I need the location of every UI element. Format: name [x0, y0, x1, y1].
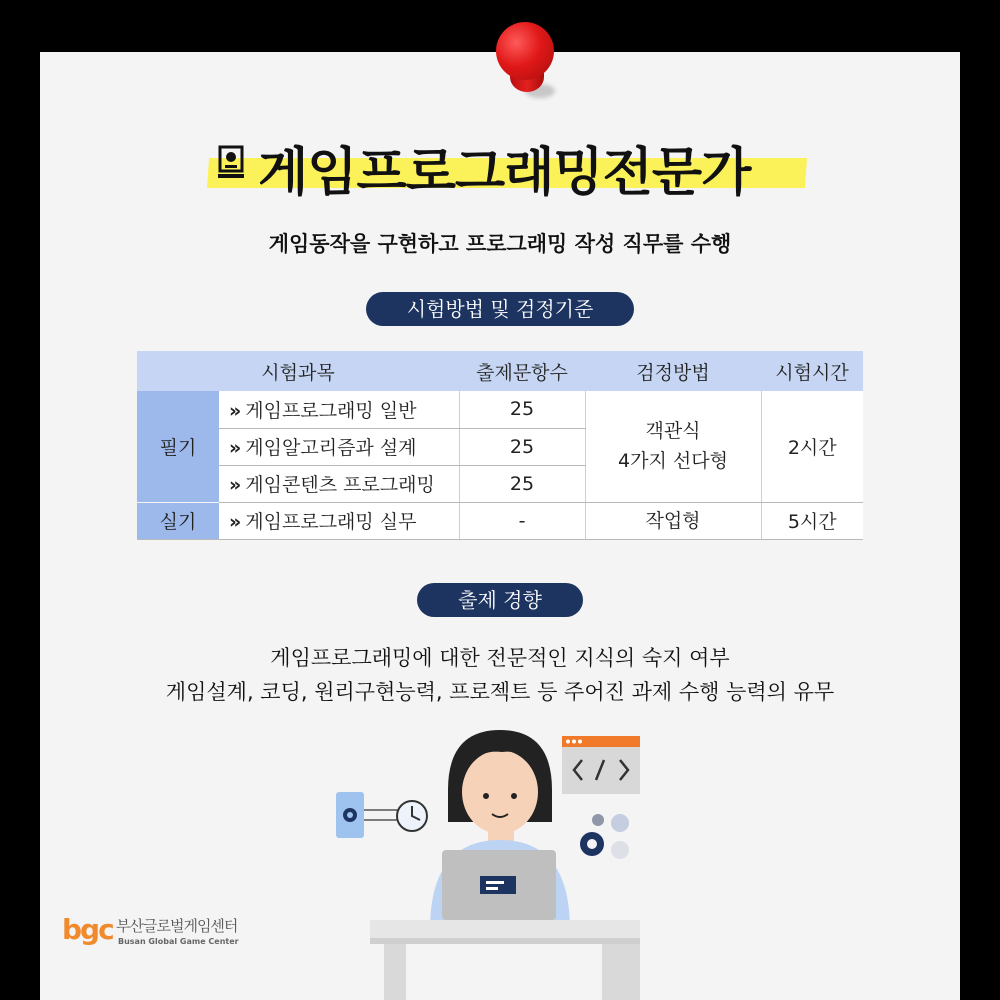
- phone-icon: [336, 792, 364, 838]
- subject-cell: 게임콘텐츠 프로그래밍: [245, 474, 435, 496]
- gear-icon: [580, 814, 629, 859]
- method-line1: 객관식: [645, 420, 701, 443]
- subject-cell: 게임프로그래밍 일반: [245, 399, 417, 422]
- laptop-icon: [442, 850, 556, 920]
- logo-mark: bgc: [62, 913, 113, 946]
- clock-icon: [397, 801, 427, 831]
- count-cell: 25: [459, 391, 585, 428]
- exam-table: [137, 351, 863, 540]
- category-practical: 실기: [137, 502, 219, 539]
- time-cell: 5시간: [761, 502, 863, 539]
- page-title: 게임프로그래밍전문가: [258, 143, 751, 203]
- bullet-icon: »: [229, 399, 242, 422]
- bullet-icon: »: [229, 474, 242, 496]
- subject-cell: 게임프로그래밍 실무: [245, 511, 417, 533]
- bullet-icon: »: [229, 511, 242, 533]
- logo: [62, 913, 239, 946]
- table-row: [137, 502, 863, 539]
- category-written: 필기: [137, 391, 219, 502]
- trend-line-1: 게임프로그래밍에 대한 전문적인 지식의 숙지 여부: [270, 646, 730, 670]
- bullet-icon: »: [229, 437, 242, 459]
- desk: [370, 920, 640, 1000]
- header-count: 출제문항수: [459, 351, 585, 391]
- method-line2: 4가지 선다형: [618, 450, 728, 473]
- count-cell: -: [459, 502, 585, 539]
- count-cell: 25: [459, 465, 585, 502]
- table-row: [137, 391, 863, 428]
- trend-section-label: 출제 경향: [417, 583, 583, 617]
- header-method: 검정방법: [585, 351, 761, 391]
- subject-cell: 게임알고리즘과 설계: [245, 437, 417, 459]
- logo-name-en: Busan Global Game Center: [118, 937, 239, 946]
- code-window-icon: [562, 736, 640, 794]
- method-cell: [585, 391, 761, 502]
- method-cell: 작업형: [585, 502, 761, 539]
- header-subject: 시험과목: [137, 351, 459, 391]
- time-cell: 2시간: [761, 391, 863, 502]
- subtitle: 게임동작을 구현하고 프로그래밍 작성 직무를 수행: [268, 232, 732, 256]
- logo-name-kr: 부산글로벌게임센터: [116, 917, 238, 935]
- header-time: 시험시간: [761, 351, 863, 391]
- certificate-icon: [218, 145, 244, 179]
- exam-section-label: 시험방법 및 검정기준: [366, 292, 634, 326]
- count-cell: 25: [459, 428, 585, 465]
- programmer-illustration: [330, 730, 660, 1000]
- trend-line-2: 게임설계, 코딩, 원리구현능력, 프로젝트 등 주어진 과제 수행 능력의 유무: [165, 680, 835, 704]
